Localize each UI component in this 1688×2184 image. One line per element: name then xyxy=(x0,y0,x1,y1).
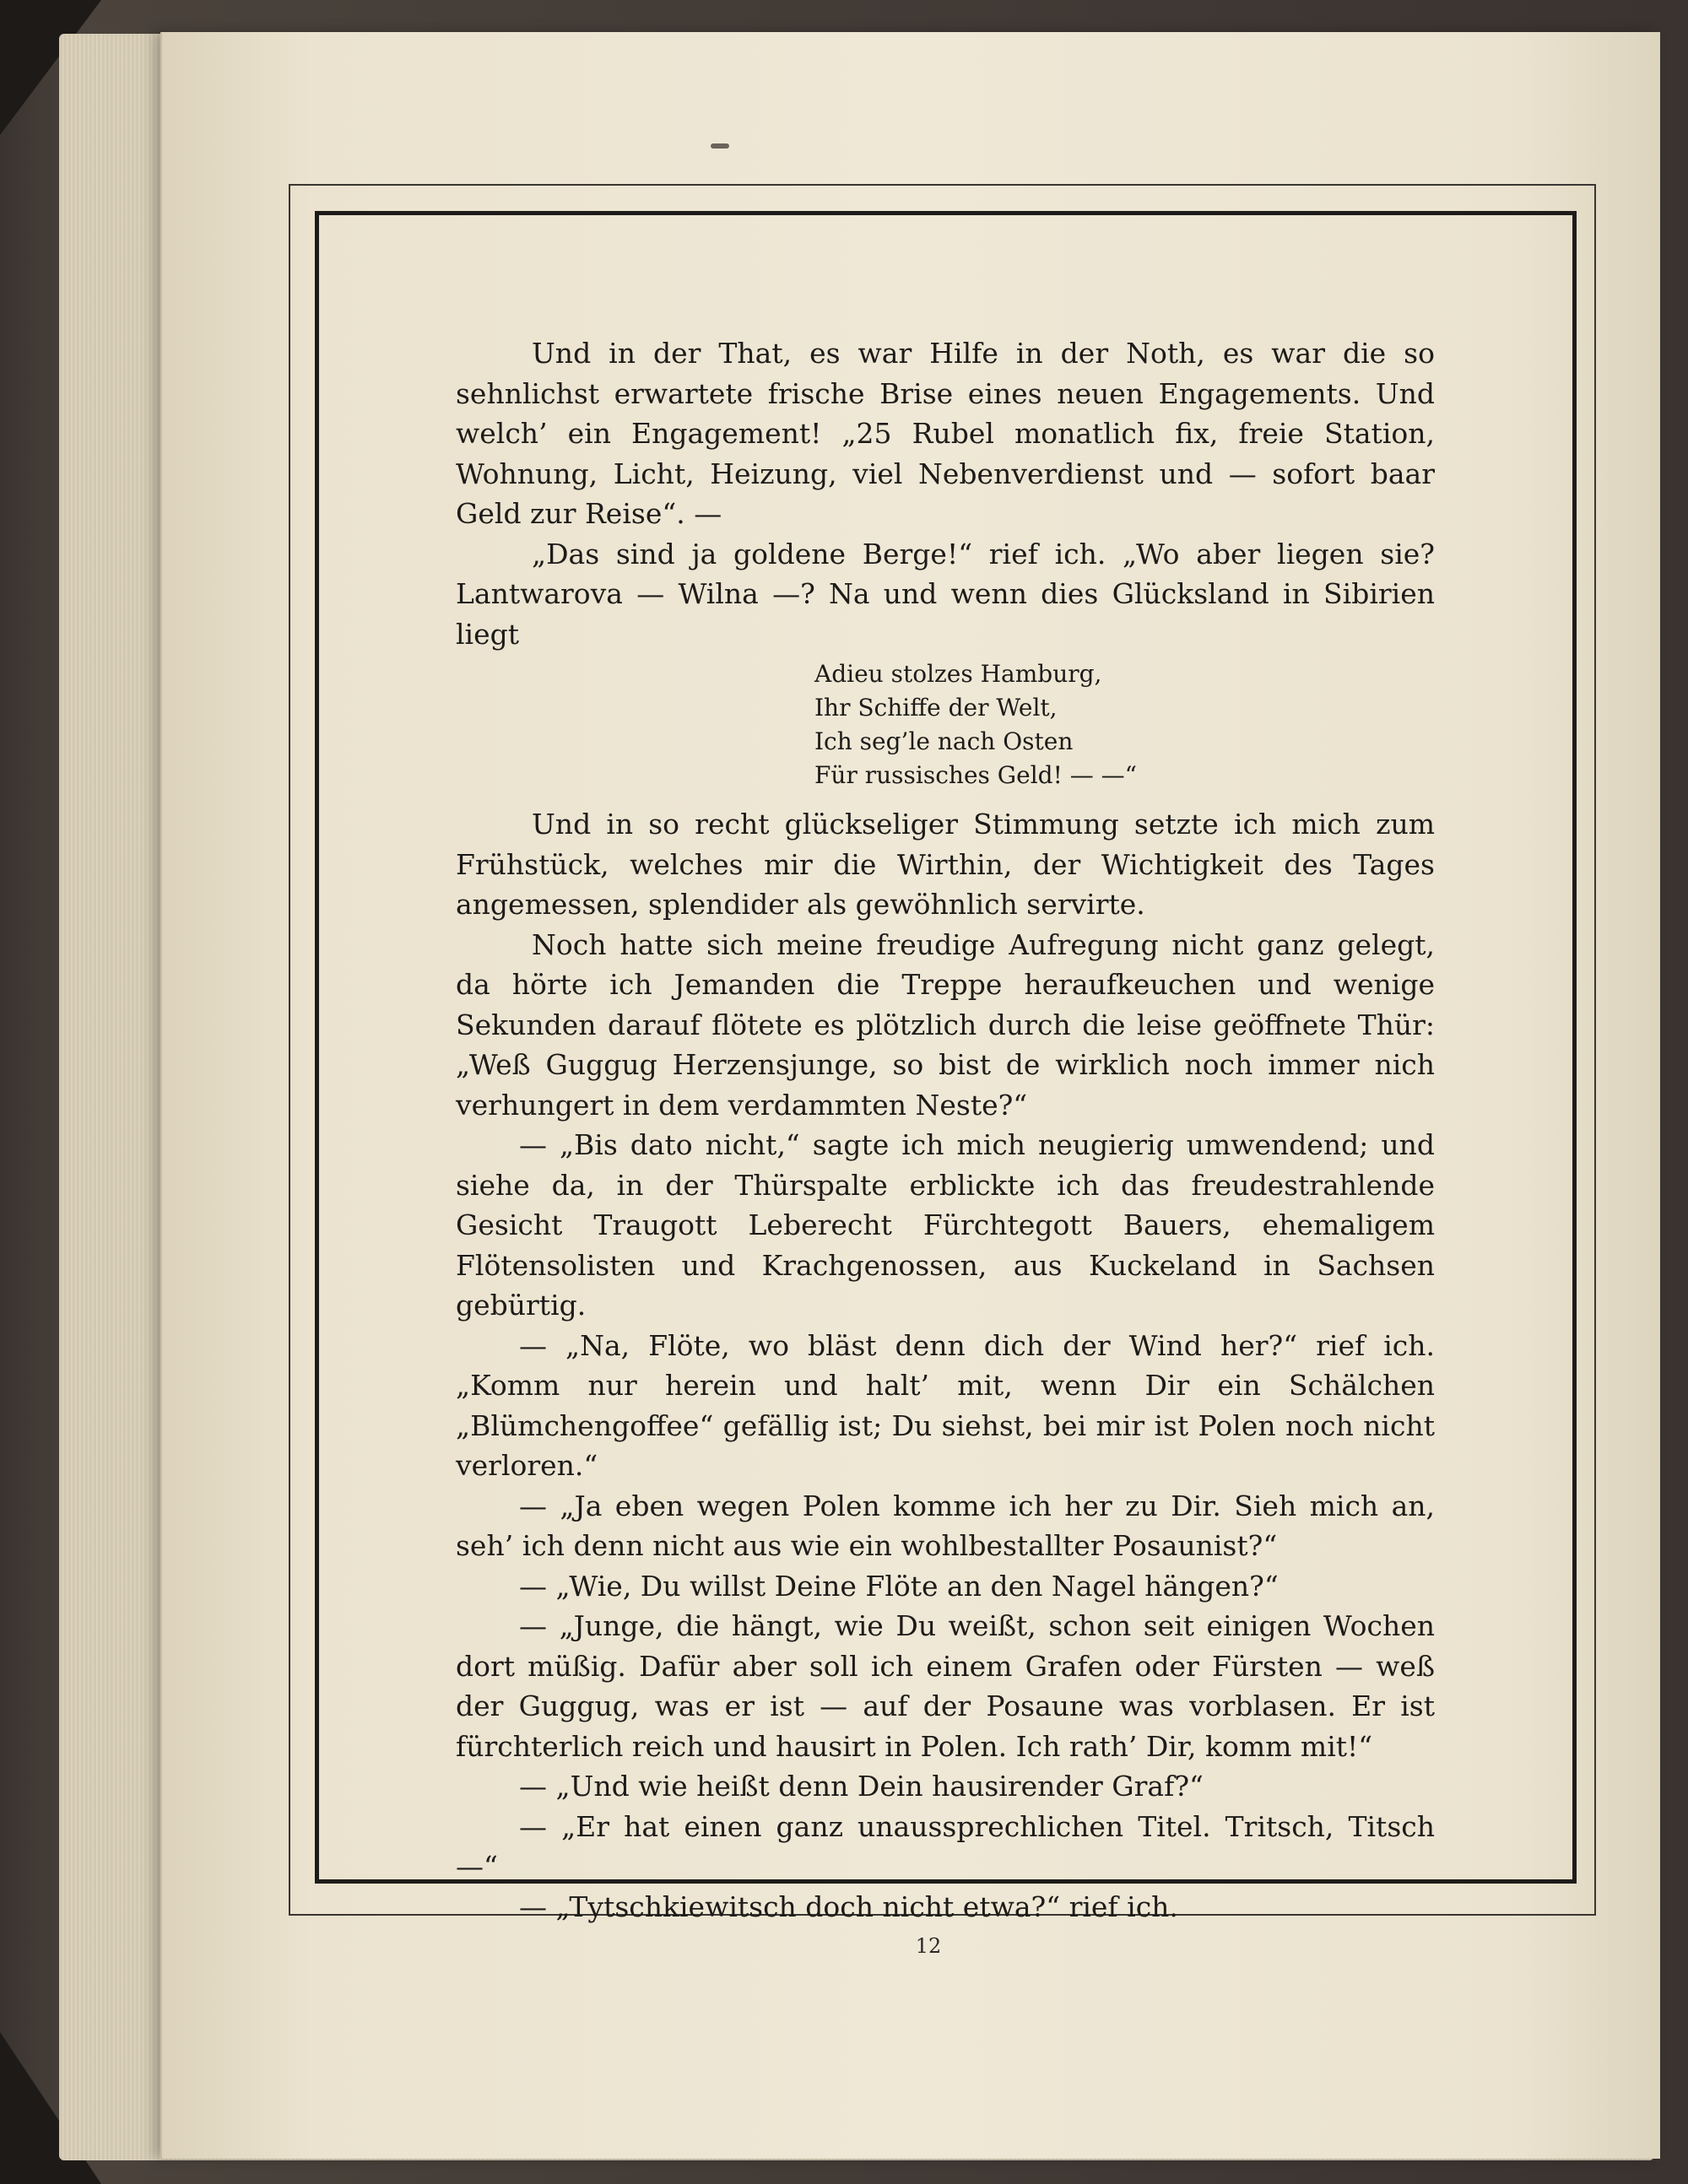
dialog-paragraph: — „Und wie heißt denn Dein hausirender Graf?“ xyxy=(519,1770,1204,1803)
verse-line: Ihr Schiffe der Welt, xyxy=(814,694,1058,722)
verse-line: Ich seg’le nach Osten xyxy=(814,727,1074,755)
verse-line: Für russisches Geld! — —“ xyxy=(814,761,1137,789)
dialog-paragraph: — „Na, Flöte, wo bläst denn dich der Wind her?“ rief ich. „Komm nur herein und halt’ mit, wenn Dir ein Schälchen „Blümchengoffee“ gefällig ist; Du siehst, bei mir ist Polen noch nicht verloren.“ xyxy=(456,1328,1435,1482)
dialog-paragraph: — „Tytschkiewitsch doch nicht etwa?“ rief ich. xyxy=(519,1889,1178,1923)
dialog-paragraph: — „Er hat einen ganz unaussprechlichen Titel. Tritsch, Titsch —“ xyxy=(456,1809,1435,1883)
verse xyxy=(814,657,1435,792)
verse-line: Adieu stolzes Hamburg, xyxy=(814,660,1102,688)
page-number: 12 xyxy=(915,1934,942,1958)
dialog-paragraph: — „Bis dato nicht,“ sagte ich mich neugierig umwendend; und siehe da, in der Thürspalte erblickte ich das freudestrahlende Gesicht Traugott Leberecht Fürchtegott Bauers, ehemaligem Flötensolisten und Krachgenossen, aus Kuckeland in Sachsen gebürtig. xyxy=(456,1128,1435,1322)
paragraph: Noch hatte sich meine freudige Aufregung nicht ganz gelegt, da hörte ich Jemanden die Treppe heraufkeuchen und wenige Sekunden darauf flötete es plötzlich durch die leise geöffnete Thür: „Weß Guggug Herzensjunge, so bist de wirklich noch immer nich verhungert in dem verdammten Neste?“ xyxy=(456,927,1435,1122)
paragraph: Und in der That, es war Hilfe in der Noth, es war die so sehnlichst erwartete frische Brise eines neuen Engagements. Und welch’ ein Engagement! „25 Rubel monatlich fix, freie Station, Wohnung, Licht, Heizung, viel Nebenverdienst und — sofort baar Geld zur Reise“. — xyxy=(456,337,1435,530)
dialog-paragraph: — „Junge, die hängt, wie Du weißt, schon seit einigen Wochen dort müßig. Dafür aber soll ich einem Grafen oder Fürsten — weß der Guggug, was er ist — auf der Posaune was vorblasen. Er ist fürchterlich reich und hausirt in Polen. Ich rath’ Dir, komm mit!“ xyxy=(456,1609,1435,1763)
paragraph: „Das sind ja goldene Berge!“ rief ich. „Wo aber liegen sie? Lantwarova — Wilna —? Na und wenn dies Glücksland in Sibirien liegt xyxy=(456,537,1435,651)
dialog-paragraph: — „Wie, Du willst Deine Flöte an den Nagel hängen?“ xyxy=(519,1569,1279,1603)
paragraph: Und in so recht glückseliger Stimmung setzte ich mich zum Frühstück, welches mir die Wirthin, der Wichtigkeit des Tages angemessen, splendider als gewöhnlich servirte. xyxy=(456,808,1435,921)
body-text xyxy=(456,333,1435,1927)
dialog-paragraph: — „Ja eben wegen Polen komme ich her zu Dir. Sieh mich an, seh’ ich denn nicht aus wie ein wohlbestallter Posaunist?“ xyxy=(456,1489,1435,1562)
ink-mark xyxy=(711,143,729,149)
